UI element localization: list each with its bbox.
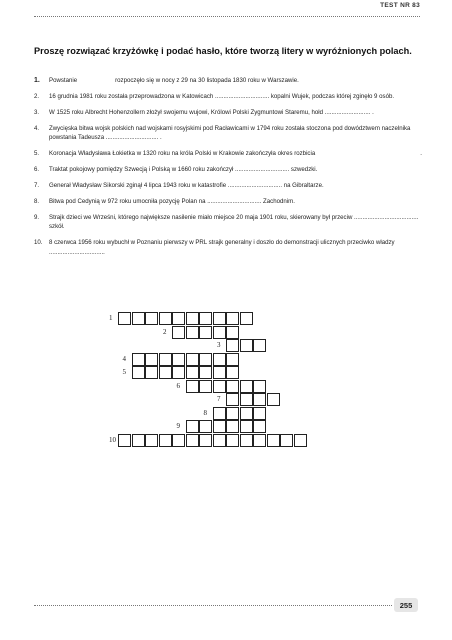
- crossword-cell[interactable]: [267, 393, 280, 406]
- crossword-row-number: 7: [217, 395, 221, 403]
- crossword-cell[interactable]: [253, 393, 266, 406]
- question-tail: .: [420, 150, 422, 158]
- question-text: Bitwa pod Cedynią w 972 roku umocniła pozycję Polan na ................................ Zachodnim.: [49, 197, 295, 205]
- crossword-cell[interactable]: [118, 312, 131, 325]
- crossword-cell[interactable]: [172, 312, 185, 325]
- crossword-cell[interactable]: [186, 434, 199, 447]
- crossword-cell[interactable]: [240, 393, 253, 406]
- question-text: 8 czerwca 1956 roku wybuchł w Poznaniu pierwszy w PRL strajk generalny i doszło do demonstracji ulicznych przeciwko władzy .................................: [49, 239, 395, 256]
- crossword-cell[interactable]: [172, 366, 185, 379]
- crossword-cell-highlighted[interactable]: [226, 366, 239, 379]
- crossword-row-number: 10: [109, 435, 116, 444]
- crossword-cell[interactable]: [199, 312, 212, 325]
- crossword-cell[interactable]: [186, 366, 199, 379]
- crossword-row-number: 2: [163, 327, 167, 336]
- question-number: 9.: [34, 213, 40, 221]
- crossword-cell-highlighted[interactable]: [226, 312, 239, 325]
- question-text: W 1525 roku Albrecht Hohenzollern złożył swojemu wujowi, Królowi Polski Zygmuntowi Staremu, hołd ........................... .: [49, 108, 374, 116]
- crossword-cell[interactable]: [186, 353, 199, 366]
- crossword-cell[interactable]: [118, 434, 131, 447]
- crossword-cell-highlighted[interactable]: [226, 407, 239, 420]
- question-number: 6.: [34, 166, 40, 174]
- crossword-cell[interactable]: [213, 353, 226, 366]
- crossword-cell[interactable]: [132, 366, 145, 379]
- crossword-cell[interactable]: [253, 434, 266, 447]
- crossword-row-number: 1: [109, 314, 113, 322]
- crossword-cell[interactable]: [199, 326, 212, 339]
- crossword-cell[interactable]: [240, 380, 253, 393]
- crossword-cell[interactable]: [186, 420, 199, 433]
- crossword-cell[interactable]: [199, 366, 212, 379]
- crossword-cell[interactable]: [132, 312, 145, 325]
- crossword-cell[interactable]: [199, 434, 212, 447]
- crossword-cell[interactable]: [267, 434, 280, 447]
- crossword-cell[interactable]: [280, 434, 293, 447]
- crossword-cell[interactable]: [240, 407, 253, 420]
- question-text: 16 grudnia 1981 roku została przeprowadzona w Katowicach ................................ kopalni Wujek, podczas której zginęło 9 osób.: [49, 92, 395, 100]
- crossword-row-number: 4: [122, 354, 126, 363]
- crossword-cell[interactable]: [199, 380, 212, 393]
- question-number: 8.: [34, 197, 40, 205]
- crossword-cell[interactable]: [240, 420, 253, 433]
- crossword-cell[interactable]: [213, 366, 226, 379]
- crossword-cell[interactable]: [145, 312, 158, 325]
- crossword-cell[interactable]: [240, 434, 253, 447]
- crossword-cell[interactable]: [159, 312, 172, 325]
- crossword-cell[interactable]: [186, 312, 199, 325]
- bottom-dotted-rule: [34, 605, 392, 606]
- question-text: Zwycięska bitwa wojsk polskich nad wojskami rosyjskimi pod Racławicami w 1794 roku została stoczona pod dowództwem naczelnika powstania Tadeusza ............................... .: [49, 124, 411, 142]
- question-number: 2.: [34, 92, 40, 100]
- crossword-cell-highlighted[interactable]: [226, 393, 239, 406]
- crossword-cell[interactable]: [172, 353, 185, 366]
- question-text: Generał Władysław Sikorski zginął 4 lipca 1943 roku w katastrofie ................................ na Gibraltarze.: [49, 181, 324, 189]
- question-number: 3.: [34, 108, 40, 116]
- crossword-cell-highlighted[interactable]: [226, 353, 239, 366]
- crossword-row-number: 8: [203, 408, 207, 417]
- crossword-cell[interactable]: [159, 434, 172, 447]
- question-text: Strajk dzieci we Wrześni, którego największe nasilenie miało miejsce 20 maja 1901 roku, skierowany był przeciw ...................................... szkół.: [49, 213, 419, 231]
- crossword-cell[interactable]: [145, 366, 158, 379]
- crossword-cell[interactable]: [186, 326, 199, 339]
- question-text: Traktat pokojowy pomiędzy Szwecją i Polską w 1660 roku zakończył ................................ szwedzki.: [49, 166, 318, 174]
- test-label: TEST NR 83: [380, 2, 420, 9]
- task-heading: Proszę rozwiązać krzyżówkę i podać hasło, które tworzą litery w wyróżnionych polach.: [34, 46, 412, 56]
- crossword-cell[interactable]: [186, 380, 199, 393]
- crossword-cell-highlighted[interactable]: [226, 420, 239, 433]
- question-text: Koronacja Władysława Łokietka w 1320 roku na króla Polski w Krakowie zakończyła okres rozbicia: [49, 150, 316, 158]
- crossword-cell[interactable]: [240, 339, 253, 352]
- crossword-cell[interactable]: [213, 407, 226, 420]
- question-number: 1.: [34, 77, 40, 84]
- crossword-row-number: 3: [217, 341, 221, 349]
- crossword-cell-highlighted[interactable]: [226, 326, 239, 339]
- crossword-cell[interactable]: [253, 339, 266, 352]
- crossword-row-number: 6: [176, 381, 180, 390]
- crossword-cell[interactable]: [253, 380, 266, 393]
- page-number: 255: [394, 598, 418, 612]
- crossword-cell-highlighted[interactable]: [226, 339, 239, 352]
- crossword-cell[interactable]: [240, 312, 253, 325]
- crossword-row-number: 9: [176, 422, 180, 430]
- crossword-cell[interactable]: [213, 326, 226, 339]
- crossword-cell[interactable]: [294, 434, 307, 447]
- question-number: 4.: [34, 124, 40, 132]
- crossword-cell[interactable]: [213, 420, 226, 433]
- crossword-cell[interactable]: [159, 353, 172, 366]
- question-text-after: rozpoczęło się w nocy z 29 na 30 listopada 1830 roku w Warszawie.: [115, 77, 299, 84]
- question-number: 10.: [34, 239, 43, 247]
- crossword-cell[interactable]: [132, 353, 145, 366]
- crossword-row-number: 5: [122, 368, 126, 376]
- crossword-cell[interactable]: [253, 407, 266, 420]
- crossword-cell[interactable]: [253, 420, 266, 433]
- crossword-cell-highlighted[interactable]: [226, 380, 239, 393]
- crossword-cell-highlighted[interactable]: [226, 434, 239, 447]
- crossword-cell[interactable]: [213, 380, 226, 393]
- crossword-cell[interactable]: [132, 434, 145, 447]
- crossword-cell[interactable]: [172, 326, 185, 339]
- crossword-cell[interactable]: [213, 434, 226, 447]
- crossword-cell[interactable]: [159, 366, 172, 379]
- crossword-cell[interactable]: [145, 353, 158, 366]
- question-number: 7.: [34, 181, 40, 189]
- question-text-before: Powstanie: [49, 77, 78, 84]
- crossword-cell[interactable]: [199, 353, 212, 366]
- crossword-cell[interactable]: [145, 434, 158, 447]
- question-number: 5.: [34, 150, 40, 158]
- crossword-cell[interactable]: [172, 434, 185, 447]
- crossword-cell[interactable]: [199, 420, 212, 433]
- crossword-cell[interactable]: [213, 312, 226, 325]
